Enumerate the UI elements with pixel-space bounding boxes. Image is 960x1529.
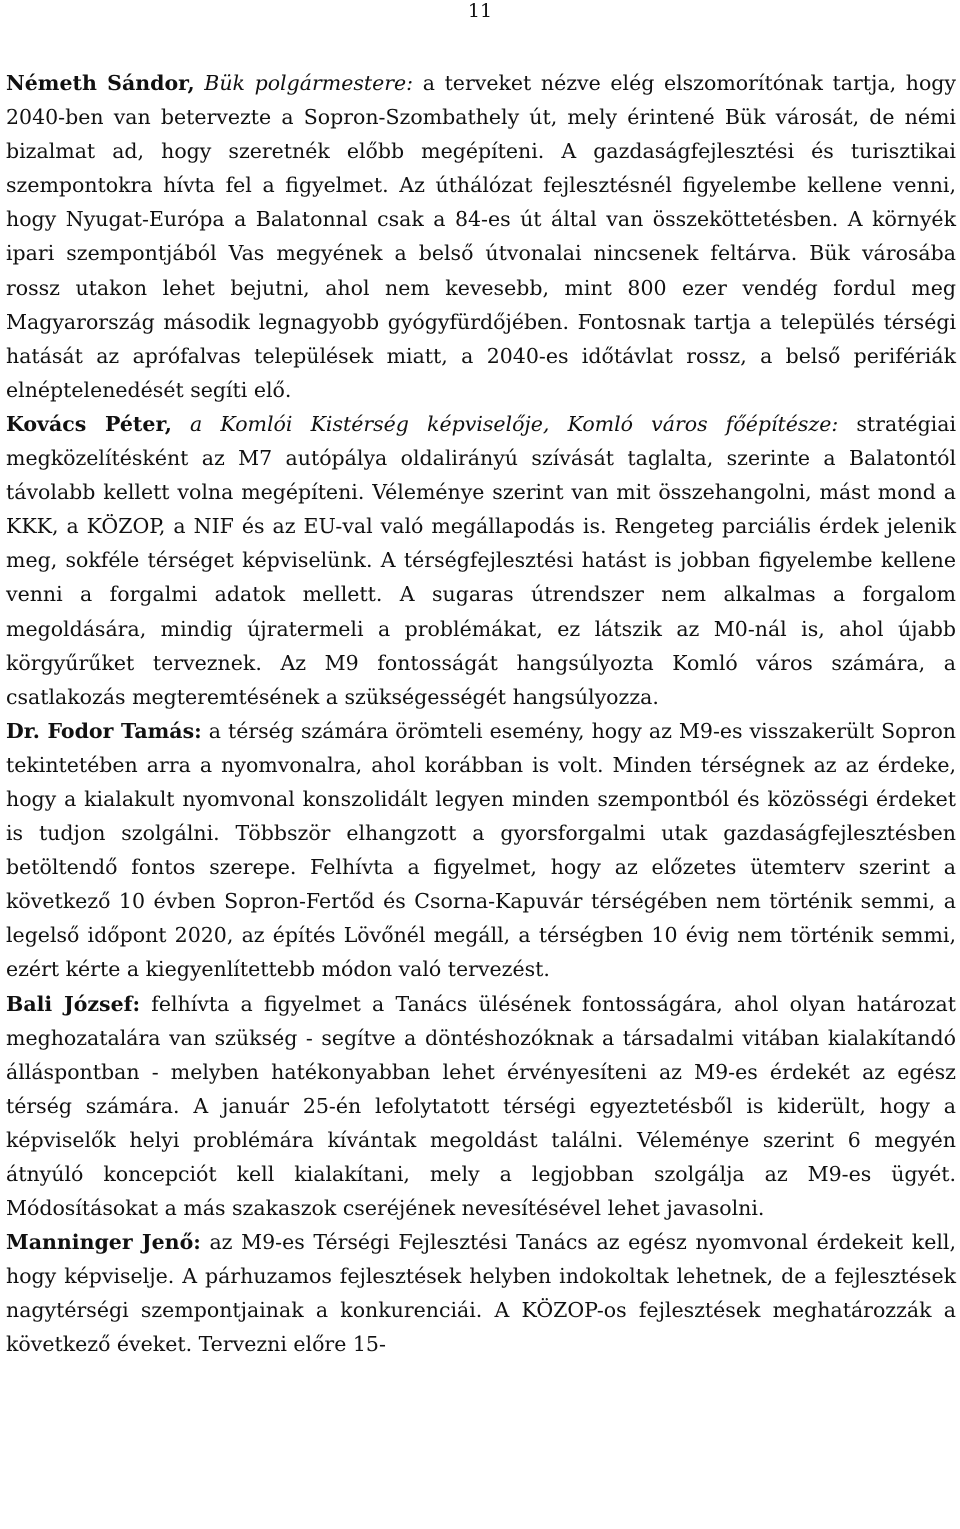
paragraph-text: az M9-es Térségi Fejlesztési Tanács az egész nyomvonal érdekeit kell, hogy képviselje. A párhuzamos fejlesztések helyben indokoltak lehetnek, de a fejlesztések nagytérségi szempontjainak a konkurenciái. A KÖZOP-os fejlesztések meghatározzák a következő éveket. Tervezni előre 15- [6,1230,956,1357]
paragraph-manninger [6,1225,956,1361]
paragraph-bali [6,987,956,1226]
paragraph-nemeth [6,66,956,407]
speaker-name: Kovács Péter, [6,411,172,436]
paragraph-text: a terveket nézve elég elszomorítónak tartja, hogy 2040-ben van betervezte a Sopron-Szombathely út, mely érintené Bük városát, de némi bizalmat ad, hogy szeretnék előbb megépíteni. A gazdaságfejlesztési és turisztikai szempontokra hívta fel a figyelmet. Az úthálózat fejlesztésnél figyelembe kellene venni, hogy Nyugat-Európa a Balatonnal csak a 84-es út által van összeköttetésben. A környék ipari szempontjából Vas megyének a belső útvonalai nincsenek feltárva. Bük városába rossz utakon lehet bejutni, ahol nem kevesebb, mint 800 ezer vendég fordul meg Magyarország második legnagyobb gyógyfürdőjében. Fontosnak tartja a település térségi hatását az aprófalvas települések miatt, a 2040-es időtávlat rossz, a belső perifériák elnéptelenedését segíti elő. [6,71,957,402]
speaker-role: Bük polgármestere: [194,71,414,95]
speaker-name: Dr. Fodor Tamás: [6,718,202,743]
paragraph-text: a térség számára örömteli esemény, hogy az M9-es visszakerült Sopron tekintetében arra a nyomvonalra, ahol korábban is volt. Minden térségnek az az érdeke, hogy a kialakult nyomvonal konszolidált legyen minden szempontból és közösségi érdeket is tudjon szolgálni. Többször elhangzott a gyorsforgalmi utak gazdaságfejlesztésben betöltendő fontos szerepe. Felhívta a figyelmet, hogy az előzetes ütemterv szerint a következő 10 évben Sopron-Fertőd és Csorna-Kapuvár térségében nem történik semmi, a legelső időpont 2020, az építés Lövőnél megáll, a térségben 10 évig nem történik semmi, ezért kérte a kiegyenlítettebb módon való tervezést. [6,718,956,982]
speaker-role: a Komlói Kistérség képviselője, Komló város főépítésze: [171,411,839,436]
paragraph-text: felhívta a figyelmet a Tanács ülésének fontosságára, ahol olyan határozat meghozatalára van szükség - segítve a döntéshozóknak a társadalmi vitában kialakítandó álláspontban - melyben hatékonyabban lehet érvényesíteni az M9-es érdekét az egész térség számára. A január 25-én lefolytatott térségi egyeztetésből is kiderült, hogy a képviselők helyi problémára kívántak megoldást találni. Véleménye szerint 6 megyén átnyúló koncepciót kell kialakítani, mely a legjobban szolgálja az M9-es ügyét. Módosításokat a más szakaszok cseréjének nevesítésével lehet javasolni. [6,991,956,1221]
paragraph-text: stratégiai megközelítésként az M7 autópálya oldalirányú szívását taglalta, szerinte a Balatontól távolabb kellett volna megépíteni. Véleménye szerint van mit összehangolni, mást mond a KKK, a KÖZOP, a NIF és az EU-val való megállapodás is. Rengeteg parciális érdek jelenik meg, sokféle térséget képviselünk. A térségfejlesztési hatást is jobban figyelembe kellene venni a forgalmi adatok mellett. A sugaras útrendszer nem alkalmas a forgalom megoldására, mindig újratermeli a problémákat, ez látszik az M0-nál is, ahol újabb körgyűrűket terveznek. Az M9 fontosságát hangsúlyozta Komló város számára, a csatlakozás megteremtésének a szükségességét hangsúlyozza. [6,411,957,709]
page-number: 11 [467,0,493,22]
speaker-name: Manninger Jenő: [6,1230,201,1255]
document-body [6,66,956,1362]
paragraph-fodor [6,714,956,987]
paragraph-kovacs [6,407,956,714]
speaker-name: Bali József: [6,991,141,1016]
speaker-name: Németh Sándor, [6,71,195,95]
